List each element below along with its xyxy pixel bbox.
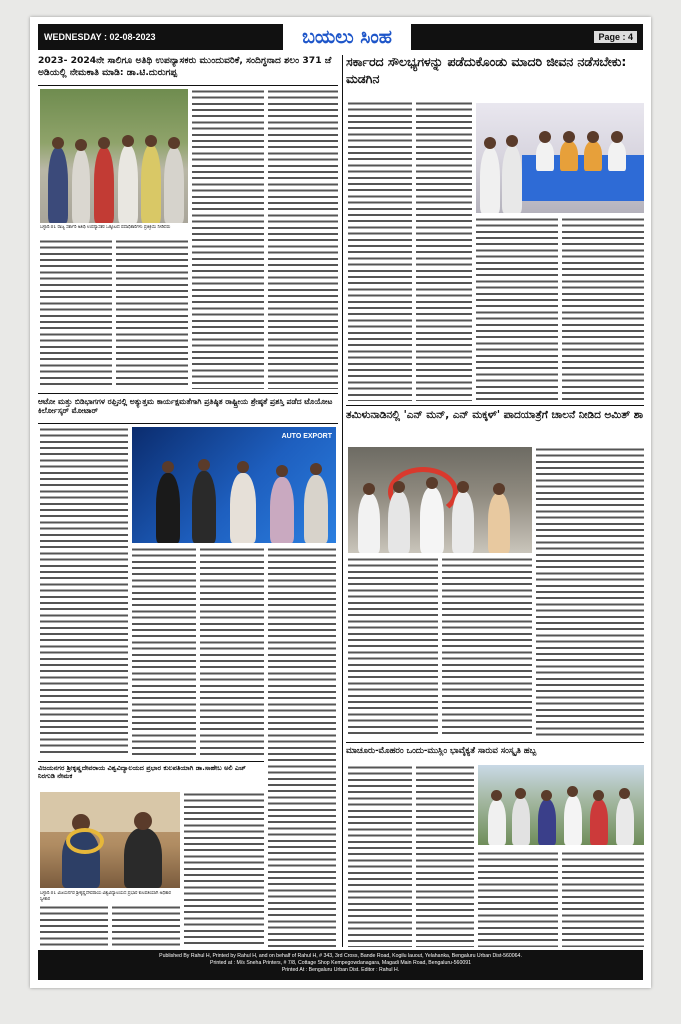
article-text-column — [112, 905, 180, 947]
divider — [38, 393, 338, 394]
headline-amit-shah: ತಮಿಳುನಾಡಿನಲ್ಲಿ 'ಎನ್ ಮನ್, ಎನ್ ಮಕ್ಕಳ್' ಪಾದಯಾತ್ರೆಗೆ ಚಾಲನೆ ನೀಡಿದ ಅಮಿತ್ ಶಾ — [346, 409, 644, 421]
article-text-column — [348, 101, 412, 401]
article-text-column — [132, 547, 196, 757]
article-text-column — [40, 905, 108, 947]
newspaper-page — [30, 17, 651, 988]
headline-moharram: ಮಾಚೂರು-ಮೊಹರಂ ಒಂದು-ಮುಸ್ಲಿಂ ಭಾವೈಕ್ಯತೆ ಸಾರುವ ಸಂಸ್ಕೃತಿ ಹಬ್ಬ — [346, 745, 537, 755]
article-text-column — [416, 101, 472, 401]
divider — [38, 85, 338, 86]
edition-date: WEDNESDAY : 02-08-2023 — [44, 32, 156, 42]
toyota-award-photo: AUTO EXPORT — [132, 427, 336, 543]
madagina-photo — [476, 103, 644, 213]
article-text-column — [192, 89, 264, 389]
caption-guest-lecturers: ಬಳ್ಳಾರಿ.01 ರಾಜ್ಯ ಸರ್ಕಾರಿ ಅತಿಥಿ ಉಪನ್ಯಾಸಕರ ಒಕ್ಕೂಟದ ಪದಾಧಿಕಾರಿಗಳು ಪ್ರತಿಕ್ರಿಯೆ ನೀಡಿದರು — [40, 225, 171, 230]
article-text-column — [200, 547, 264, 757]
article-text-column — [562, 217, 644, 401]
divider — [38, 761, 264, 762]
page-number: Page : 4 — [594, 31, 637, 43]
imprint-line-publisher: Published By Rahul H, Printed by Rahul H, and on behalf of Rahul H, # 343, 3rd Cross, Bande Road, Kogilu lauout, Yelahanka, Bengaluru Urban Dist-560064. — [159, 953, 522, 959]
column-divider — [342, 55, 343, 947]
article-text-column — [442, 557, 532, 737]
imprint-line-printer: Printed at : M/s Sneha Printers, # 7/8, Cottage Shop Kempegowdanagara, Magadi Main Road, Bengaluru-560091 — [210, 960, 471, 966]
headline-vsku-vc: ವಿಜಯನಗರ ಶ್ರೀಕೃಷ್ಣದೇವರಾಯ ವಿಶ್ವವಿದ್ಯಾಲಯದ ಪ್ರಭಾರ ಕುಲಪತಿಯಾಗಿ ಡಾ.ಸಾಹೇಬ ಅಲಿ ಎಚ್ ನಿರಗುಡಿ ನೇಮಕ — [38, 764, 246, 781]
article-text-column — [562, 851, 644, 947]
article-text-column — [536, 447, 644, 737]
masthead — [38, 24, 643, 50]
article-text-column — [348, 765, 412, 947]
article-text-column — [268, 89, 338, 389]
headline-madagina: ಸರ್ಕಾರದ ಸೌಲಭ್ಯಗಳನ್ನು ಪಡೆದುಕೊಂಡು ಮಾದರಿ ಜೀವನ ನಡೆಸಬೇಕು: ಮಡಗಿನ — [346, 54, 627, 86]
article-text-column — [268, 547, 336, 947]
vsku-vc-photo — [40, 792, 180, 888]
guest-lecturers-photo — [40, 89, 188, 223]
article-text-column — [184, 792, 264, 947]
imprint-line-editor: Printed At : Bengaluru Urban Dist. Editor : Rahul H. — [281, 967, 400, 973]
headline-toyota-award: ಆಟೋ ಮತ್ತು ಬಿಡಿಭಾಗಗಳ ರಫ್ತಿನಲ್ಲಿ ಅತ್ಯುತ್ತಮ ಕಾರ್ಯಕ್ಷಮತೆಗಾಗಿ ಪ್ರತಿಷ್ಠಿತ ರಾಷ್ಟ್ರೀಯ ಶ್ರೇಷ್ಠತೆ ಪ್ರಶಸ್ತಿ ಪಡೆದ ಟೊಯೋಟ ಕಿರ್ಲೋಸ್ಕರ್ ಮೋಟಾರ್ — [38, 397, 333, 416]
caption-vsku-vc: ಬಳ್ಳಾರಿ.01 ವಿಜಯನಗರ ಶ್ರೀಕೃಷ್ಣದೇವರಾಯ ವಿಶ್ವವಿದ್ಯಾಲಯದ ಪ್ರಭಾರ ಕುಲಪತಿಯಾಗಿ ಅಧಿಕಾರ ಸ್ವೀಕಾರ — [40, 891, 171, 902]
moharram-photo — [478, 765, 644, 845]
article-text-column — [116, 239, 188, 389]
article-text-column — [476, 217, 558, 401]
article-text-column — [40, 427, 128, 757]
article-text-column — [478, 851, 558, 947]
article-text-column — [40, 239, 112, 389]
amit-shah-photo — [348, 447, 532, 553]
newspaper-title: ಬಯಲು ಸಿಂಹ — [283, 23, 411, 51]
divider — [346, 405, 644, 406]
article-text-column — [416, 765, 474, 947]
divider — [346, 742, 644, 743]
divider — [38, 423, 338, 424]
article-text-column — [348, 557, 438, 737]
headline-guest-lecturers: 2023- 2024ನೇ ಸಾಲಿಗೂ ಅತಿಥಿ ಉಪನ್ಯಾಸಕರು ಮುಂದುವರಿಕೆ, ಸಂದಿಗ್ಧನಾದ ಶಲಂ 371 ಜೆ ಅಡಿಯಲ್ಲಿ ನೇಮಕಾತಿ ಮಾಡಿ: ಡಾ.ಟಿ.ದುರುಗಪ್ಪ — [38, 55, 332, 78]
imprint-footer — [38, 950, 643, 980]
